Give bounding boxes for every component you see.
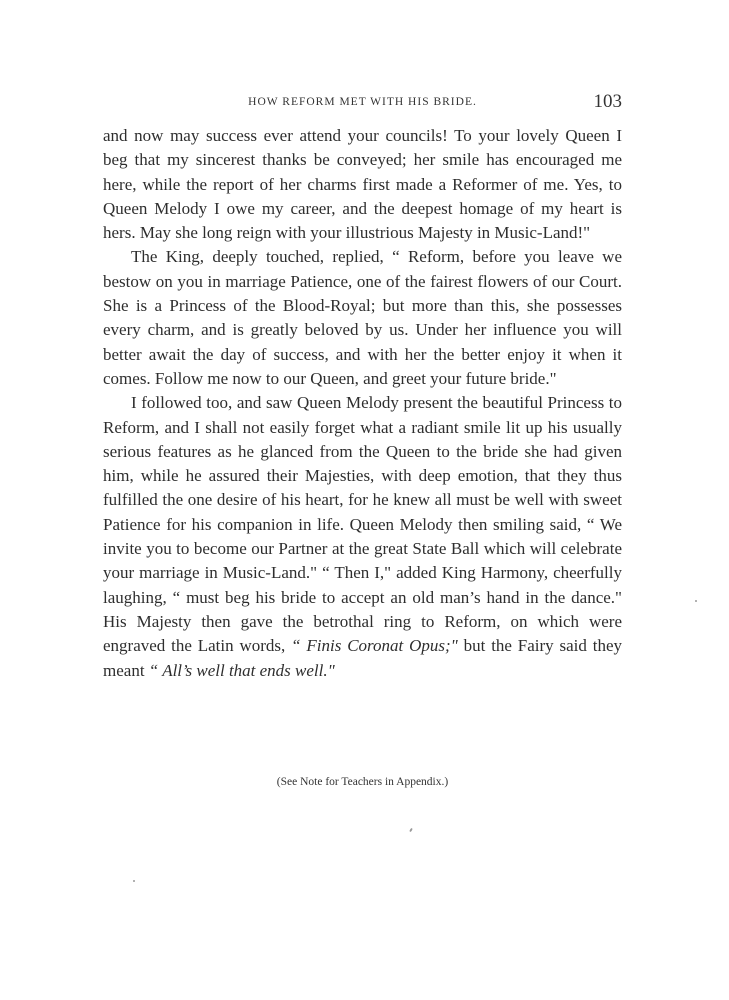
ink-speck: [695, 600, 697, 602]
latin-words: “ Finis Coronat Opus;": [291, 636, 458, 656]
paragraph-3-continued: but the Fairy said they meant: [103, 636, 623, 680]
body-text: [103, 124, 622, 683]
paragraph-3-text: I followed too, and saw Queen Melody present the beautiful Princess to Reform, and I shall not easily forget what a radiant smile lit up his usually serious features as he glanced from the Queen to the bride she had given him, while he assured their Majesties, with deep emotion, that they thus fulfilled the one desire of his heart, for he knew all must be well with sweet Patience for his companion in life. Queen Melody then smiling said, “ We invite you to become our Partner at the great State Ball which will celebrate your marriage in Music-Land." “ Then I," added King Harmony, cheerfully laughing, “ must beg his bride to accept an old man’s hand in the dance." His Majesty then gave the betrothal ring to Reform, on which were engraved the Latin words,: [103, 393, 622, 656]
teacher-note: (See Note for Teachers in Appendix.): [276, 776, 449, 788]
page-number: 103: [593, 91, 622, 112]
paragraph-3: [103, 391, 622, 683]
paragraph-1: and now may success ever attend your councils! To your lovely Queen I beg that my sincerest thanks be conveyed; her smile has encouraged me here, while the report of her charms first made a Reformer of me. Yes, to Queen Melody I owe my career, and the deepest homage of my heart is hers. May she long reign with your illustrious Majesty in Music-Land!": [103, 126, 622, 243]
paragraph-2: The King, deeply touched, replied, “ Reform, before you leave we bestow on you in marriage Patience, one of the fairest flowers of our Court. She is a Princess of the Blood-Royal; but more than this, she possesses every charm, and is greatly beloved by us. Under her influence you will better await the day of success, and with her the better enjoy it when it comes. Follow me now to our Queen, and greet your future bride.": [103, 247, 622, 388]
ink-speck: [133, 880, 135, 882]
motto: “ All’s well that ends well.": [148, 660, 335, 680]
running-head: [103, 93, 622, 113]
ink-speck: [409, 828, 413, 832]
running-title: HOW REFORM MET WITH HIS BRIDE.: [248, 96, 477, 108]
